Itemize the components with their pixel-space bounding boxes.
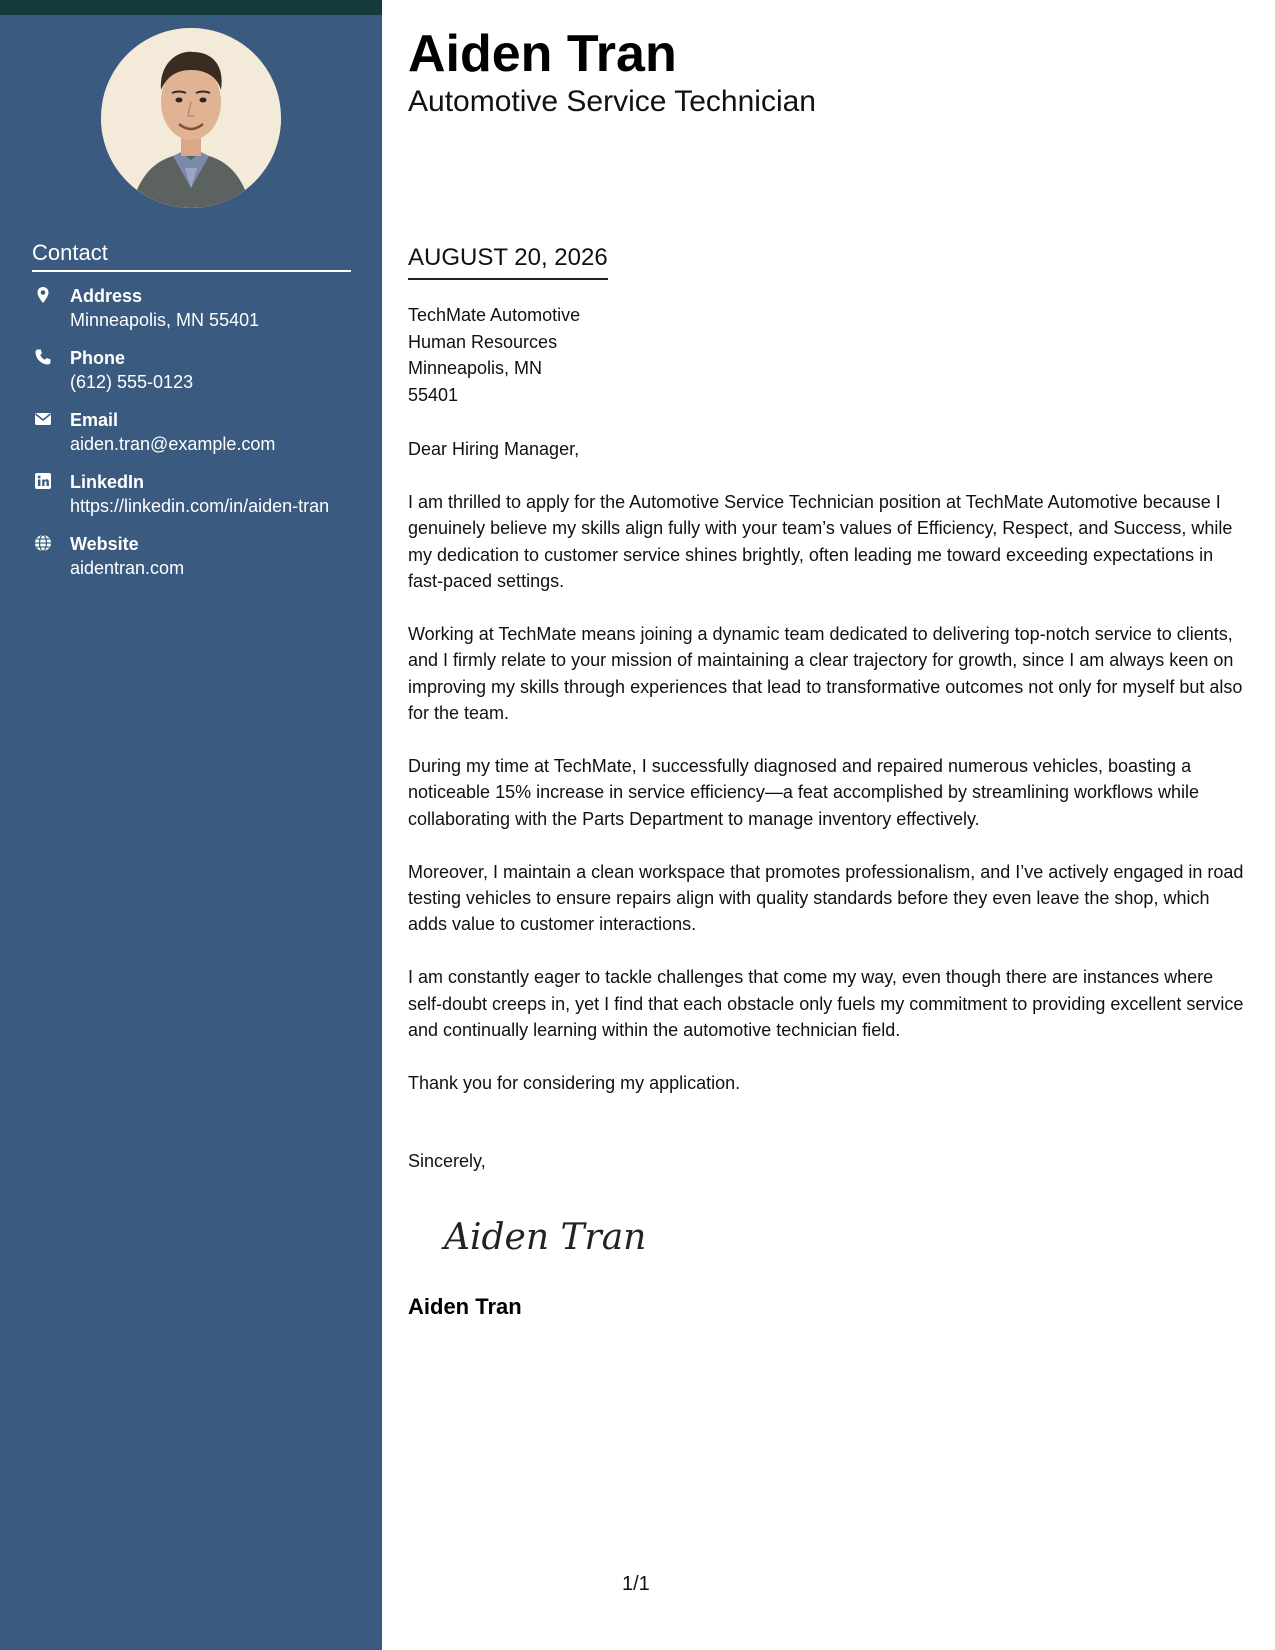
contact-value-phone: (612) 555-0123 <box>70 372 194 392</box>
body-paragraph: Moreover, I maintain a clean workspace that promotes professionalism, and I’ve actively engaged in road testing vehicles to ensure repairs align with quality standards before they even leave the shop, which adds value to customer interactions. <box>408 861 1244 935</box>
signer-name: Aiden Tran <box>408 1294 522 1319</box>
recipient-block <box>408 302 580 408</box>
page-number: 1/1 <box>622 1573 650 1595</box>
salutation: Dear Hiring Manager, <box>408 439 580 459</box>
map-pin-icon <box>34 286 52 304</box>
contact-item-email <box>32 408 352 456</box>
sidebar-top-bar <box>0 0 382 15</box>
letter-body <box>408 489 1250 1123</box>
linkedin-icon <box>34 472 52 490</box>
contact-value-linkedin[interactable]: https://linkedin.com/in/aiden-tran <box>70 496 330 516</box>
recipient-city-state: Minneapolis, MN <box>408 358 543 378</box>
profile-photo-icon <box>101 28 281 208</box>
body-paragraph: I am constantly eager to tackle challenges that come my way, even though there are instances where self-doubt creeps in, yet I find that each obstacle only fuels my commitment to providing excellent service and continually learning within the automotive technician field. <box>408 967 1244 1041</box>
contact-label-phone: Phone <box>70 348 126 368</box>
contact-value-email[interactable]: aiden.tran@example.com <box>70 434 276 454</box>
envelope-icon <box>34 410 52 428</box>
contact-heading: Contact <box>32 240 351 272</box>
recipient-company: TechMate Automotive <box>408 305 581 325</box>
contact-item-phone <box>32 346 352 394</box>
contact-label-email: Email <box>70 410 119 430</box>
contact-label-address: Address <box>70 286 143 306</box>
contact-label-website: Website <box>70 534 139 554</box>
phone-icon <box>34 348 52 366</box>
contact-item-website <box>32 532 352 580</box>
body-paragraph: Thank you for considering my application. <box>408 1072 741 1093</box>
contact-value-address: Minneapolis, MN 55401 <box>70 310 260 330</box>
handwritten-signature <box>440 1205 660 1265</box>
contact-item-linkedin <box>32 470 352 518</box>
recipient-department: Human Resources <box>408 331 558 352</box>
globe-icon <box>34 534 52 552</box>
contact-label-linkedin: LinkedIn <box>70 472 145 492</box>
job-title: Automotive Service Technician <box>408 85 816 118</box>
recipient-zip: 55401 <box>408 384 459 405</box>
sidebar <box>0 0 382 1650</box>
body-paragraph: I am thrilled to apply for the Automotive Service Technician position at TechMate Automotive because I genuinely believe my skills align fully with your team’s values of Efficiency, Respect, and Success, while my dedication to customer service shines brightly, often leading me toward exceeding expectations in fast-paced settings. <box>408 492 1233 592</box>
body-paragraph: During my time at TechMate, I successfully diagnosed and repaired numerous vehicles, boasting a noticeable 15% increase in service efficiency—a feat accomplished by streamlining workflows while collaborating with the Parts Department to manage inventory effectively. <box>408 756 1200 829</box>
letter-date: AUGUST 20, 2026 <box>408 242 608 280</box>
body-paragraph: Working at TechMate means joining a dynamic team dedicated to delivering top-notch service to clients, and I firmly relate to your mission of maintaining a clear trajectory for growth, since I am always keen on improving my skills through experiences that lead to transformative outcomes not only for myself but also for the team. <box>408 624 1243 724</box>
contact-item-address <box>32 284 352 332</box>
closing: Sincerely, <box>408 1151 486 1171</box>
contact-value-website[interactable]: aidentran.com <box>70 558 185 578</box>
applicant-name: Aiden Tran <box>408 25 677 83</box>
signature-text: Aiden Tran <box>444 1217 647 1258</box>
avatar <box>101 28 281 208</box>
contact-list <box>32 284 352 594</box>
